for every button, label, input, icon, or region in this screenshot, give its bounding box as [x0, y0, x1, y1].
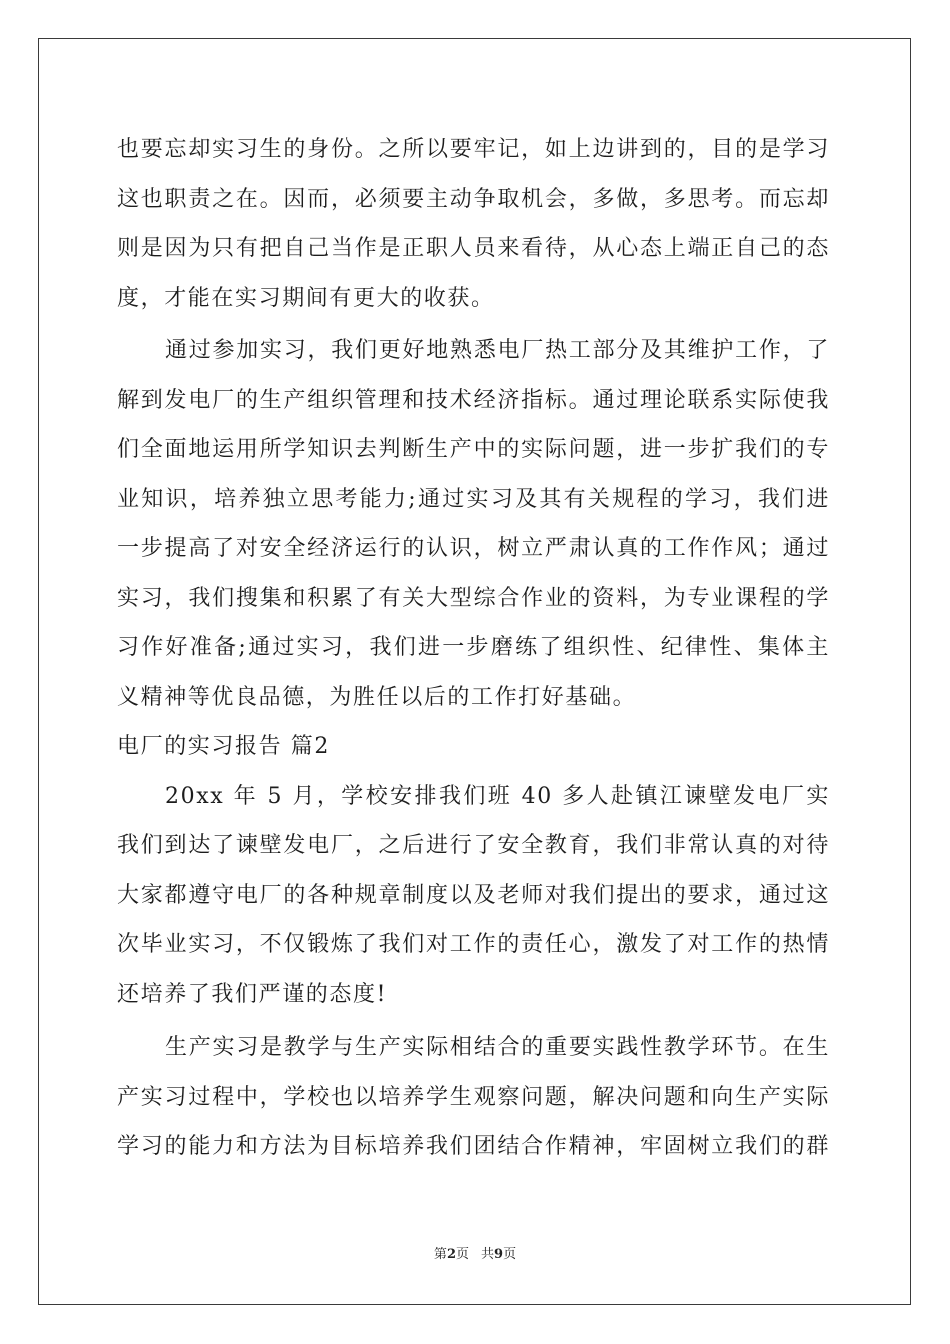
text-line: 一步提高了对安全经济运行的认识，树立严肃认真的工作作风；通过 — [117, 536, 830, 561]
text-line: 则是因为只有把自己当作是正职人员来看待，从心态上端正自己的态 — [117, 236, 830, 261]
text-line: 产实习过程中，学校也以培养学生观察问题，解决问题和向生产实际 — [117, 1084, 830, 1110]
page-total-group — [481, 1247, 516, 1262]
total-suffix: 页 — [503, 1247, 517, 1262]
paragraph-internship-gains — [117, 326, 830, 722]
text-line: 这也职责之在。因而，必须要主动争取机会，多做，多思考。而忘却 — [117, 186, 830, 212]
total-prefix: 共 — [481, 1247, 495, 1262]
text-line: 义精神等优良品德，为胜任以后的工作打好基础。 — [117, 684, 637, 710]
text-line: 解到发电厂的生产组织管理和技术经济指标。通过理论联系实际使我 — [117, 387, 830, 413]
text-line: 也要忘却实习生的身份。之所以要牢记，如上边讲到的，目的是学习 — [117, 137, 830, 162]
text-line: 们全面地运用所学知识去判断生产中的实际问题，进一步扩我们的专 — [117, 437, 830, 462]
text-line: 实习，我们搜集和积累了有关大型综合作业的资料，为专业课程的学 — [117, 585, 830, 611]
text-line: 习作好准备;通过实习，我们进一步磨练了组织性、纪律性、集体主 — [117, 635, 830, 660]
document-body — [117, 125, 830, 1172]
text-line: 我们到达了谏壁发电厂，之后进行了安全教育，我们非常认真的对待 — [117, 833, 830, 858]
text-line: 大家都遵守电厂的各种规章制度以及老师对我们提出的要求，通过这 — [117, 882, 830, 908]
paragraph-production-practice — [117, 1023, 830, 1172]
text-line: 还培养了我们严谨的态度! — [117, 981, 388, 1007]
text-line: 生产实习是教学与生产实际相结合的重要实践性教学环节。在生 — [165, 1035, 830, 1060]
paragraph-internship-arrival — [117, 772, 830, 1020]
total-page-number: 9 — [494, 1247, 504, 1262]
current-page-number: 2 — [446, 1247, 456, 1262]
page-number-group — [434, 1247, 469, 1262]
text-line: 20xx 年 5 月，学校安排我们班 40 多人赴镇江谏壁发电厂实 — [165, 783, 830, 809]
text-line: 业知识，培养独立思考能力;通过实习及其有关规程的学习，我们进 — [117, 486, 830, 512]
text-line: 次毕业实习，不仅锻炼了我们对工作的责任心，激发了对工作的热情 — [117, 932, 830, 957]
continued-paragraph — [117, 125, 830, 323]
text-line: 通过参加实习，我们更好地熟悉电厂热工部分及其维护工作，了 — [165, 338, 830, 363]
section-heading: 电厂的实习报告 篇2 — [117, 734, 330, 759]
text-line: 度，才能在实习期间有更大的收获。 — [117, 285, 495, 311]
page-prefix: 第 — [433, 1247, 447, 1262]
text-line: 学习的能力和方法为目标培养我们团结合作精神，牢固树立我们的群 — [117, 1134, 830, 1159]
page-suffix: 页 — [455, 1247, 469, 1262]
page-footer — [0, 1243, 950, 1267]
